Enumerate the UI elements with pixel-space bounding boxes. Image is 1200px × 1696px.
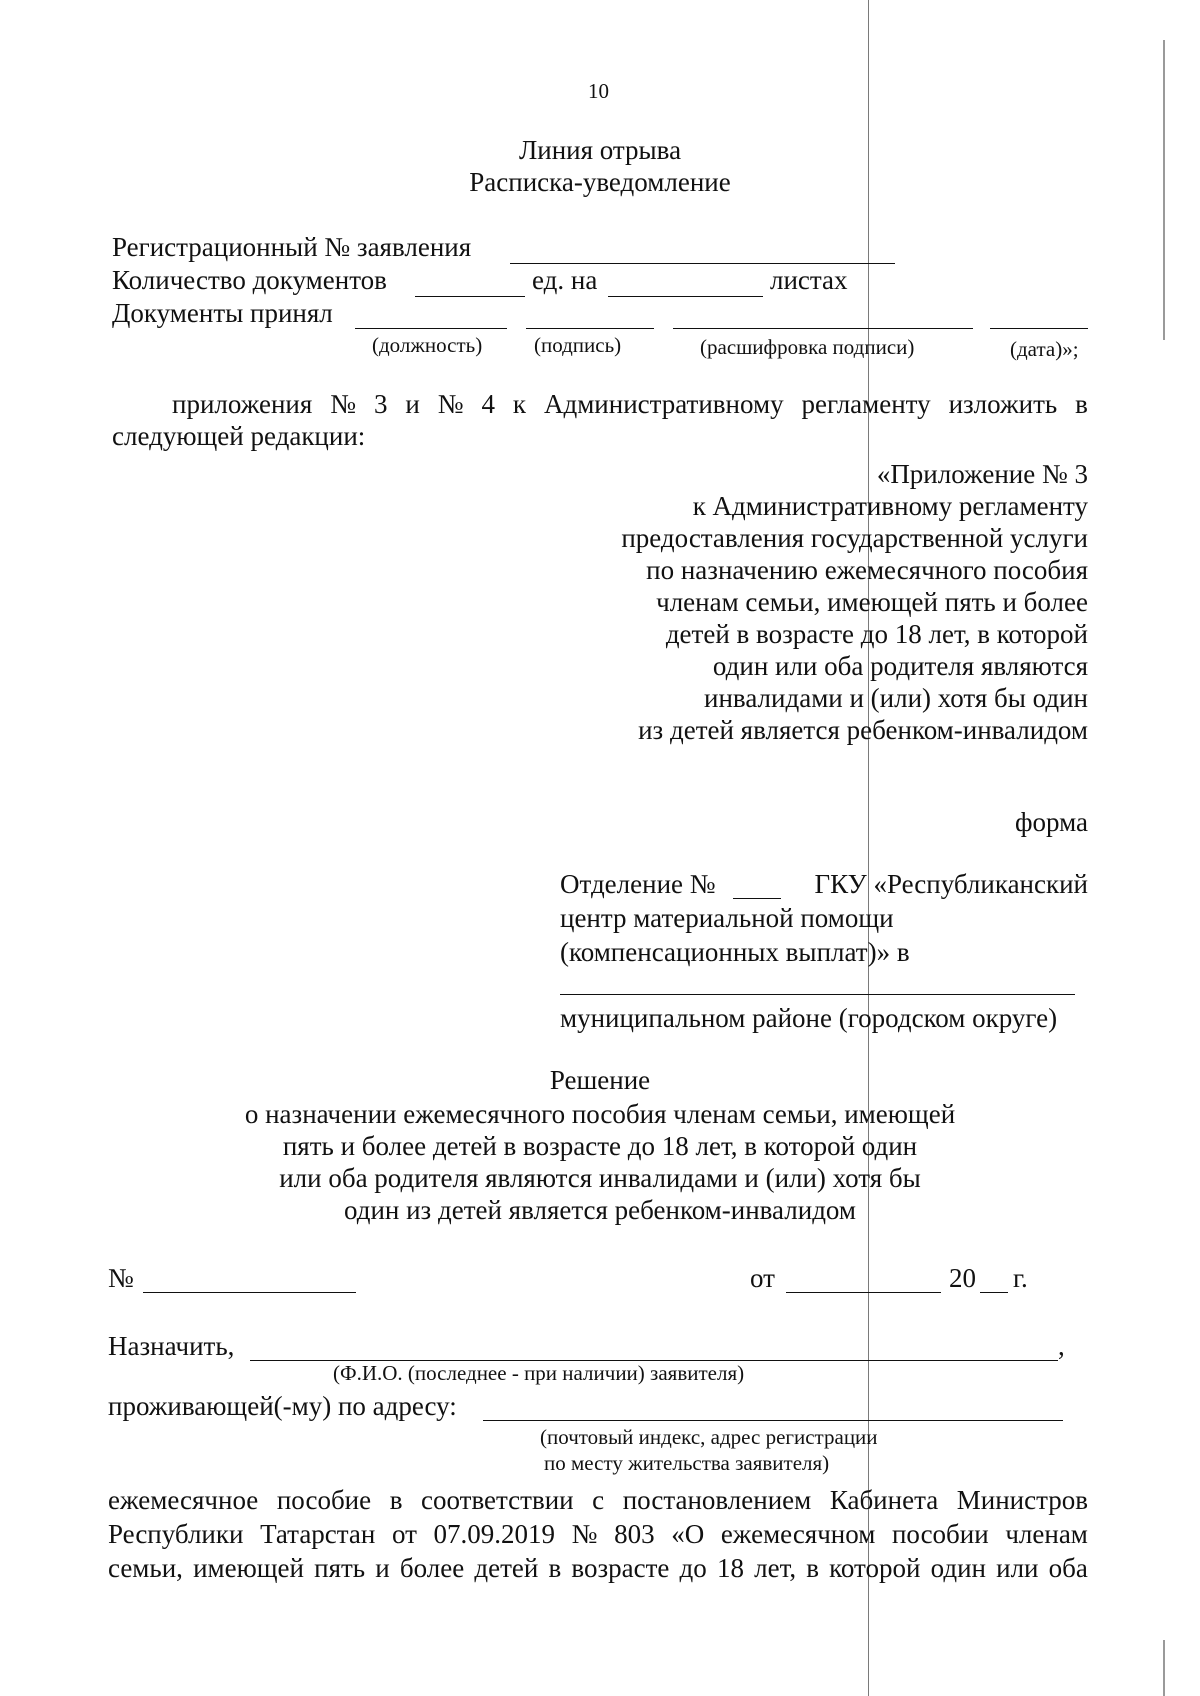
docs-count-field[interactable] (415, 296, 525, 297)
body-word: соответствии (421, 1485, 574, 1515)
intro-line-1 (172, 388, 1088, 420)
body-word: от (391, 1519, 417, 1549)
decision-year-field[interactable] (980, 1292, 1008, 1293)
body-line-3 (108, 1552, 1088, 1584)
decision-subtitle-line: или оба родителя являются инвалидами и (или) хотя бы (279, 1163, 921, 1193)
body-word: Республики (108, 1519, 244, 1549)
body-word: Татарстан (260, 1519, 376, 1549)
decision-g-label: г. (1013, 1263, 1028, 1293)
intro-word: приложения (172, 389, 313, 419)
body-word: ежемесячное (108, 1485, 259, 1515)
intro-word: 4 (481, 389, 495, 419)
intro-word: регламенту (801, 389, 931, 419)
caption-decoding: (расшифровка подписи) (700, 335, 915, 359)
body-word: Министров (956, 1485, 1088, 1515)
intro-word: в (1075, 389, 1088, 419)
body-word: постановлением (622, 1485, 812, 1515)
body-word: ежемесячном (720, 1519, 876, 1549)
form-label: форма (1015, 807, 1088, 837)
receipt-title: Расписка-уведомление (469, 167, 731, 197)
body-word: в (806, 1553, 819, 1583)
caption-signature: (подпись) (534, 333, 622, 357)
body-word: пять (314, 1553, 366, 1583)
appendix-header-line: «Приложение № 3 (876, 459, 1088, 489)
body-line-1 (108, 1484, 1088, 1516)
decision-subtitle-line: пять и более детей в возрасте до 18 лет, в которой один (282, 1131, 918, 1161)
body-word: которой (829, 1553, 921, 1583)
intro-word: № (330, 389, 357, 419)
body-word: № (571, 1519, 598, 1549)
body-word: до (679, 1553, 707, 1583)
body-word: пособие (276, 1485, 372, 1515)
body-word: в (548, 1553, 562, 1583)
appendix-header-line: предоставления государственной услуги (621, 523, 1088, 553)
intro-line-2: следующей редакции: (112, 421, 366, 451)
appendix-header-line: из детей является ребенком-инвалидом (638, 715, 1088, 745)
appendix-header-line: один или оба родителя являются (712, 651, 1088, 681)
sheets-count-field[interactable] (608, 296, 763, 297)
body-word: 18 (716, 1553, 744, 1583)
body-word: с (592, 1485, 605, 1515)
addressee-line-2: центр материальной помощи (560, 903, 894, 933)
caption-date: (дата)»; (1010, 337, 1079, 361)
address-caption-2: по месту жительства заявителя) (544, 1451, 830, 1475)
intro-word: № (437, 389, 464, 419)
decision-year-label: 20 (949, 1263, 976, 1293)
signature-decoding-field[interactable] (673, 328, 973, 329)
intro-word: к (512, 389, 527, 419)
date-field[interactable] (990, 328, 1088, 329)
decision-number-field[interactable] (143, 1292, 356, 1293)
body-word: один (930, 1553, 986, 1583)
addressee-line-4: муниципальном районе (городском округе) (560, 1003, 1058, 1033)
body-line-2 (108, 1518, 1088, 1550)
body-word: возрасте (571, 1553, 670, 1583)
accepted-by-label: Документы принял (112, 298, 333, 328)
decision-date-from-label: от (750, 1263, 775, 1293)
intro-word: изложить (948, 389, 1058, 419)
appendix-header-line: по назначению ежемесячного пособия (646, 555, 1088, 585)
assign-label: Назначить, (108, 1331, 235, 1361)
department-number-field[interactable] (733, 898, 781, 899)
appendix-header-line: к Административному регламенту (692, 491, 1088, 521)
body-word: 07.09.2019 (433, 1519, 556, 1549)
body-word: более (399, 1553, 465, 1583)
district-field[interactable] (560, 994, 1075, 995)
decision-date-field[interactable] (786, 1292, 941, 1293)
body-word: пособии (891, 1519, 989, 1549)
addressee-line-3: (компенсационных выплат)» в (560, 937, 910, 967)
decision-title: Решение (549, 1065, 651, 1095)
signature-field[interactable] (526, 328, 654, 329)
body-word: членам (1005, 1519, 1088, 1549)
body-word: и (375, 1553, 390, 1583)
decision-subtitle-line: один из детей является ребенком-инвалидом (344, 1195, 856, 1225)
reg-number-label: Регистрационный № заявления (112, 232, 472, 262)
intro-word: и (405, 389, 420, 419)
page-number: 10 (588, 79, 609, 103)
docs-units-label: ед. на (532, 265, 598, 295)
body-word: оба (1048, 1553, 1088, 1583)
assign-trailing-comma: , (1058, 1331, 1065, 1361)
caption-position: (должность) (372, 333, 483, 357)
body-word: в (389, 1485, 403, 1515)
body-word: имеющей (193, 1553, 304, 1583)
docs-sheets-label: листах (770, 265, 848, 295)
intro-word: 3 (373, 389, 388, 419)
body-word: 803 (614, 1519, 655, 1549)
scan-edge-line-bottom (1163, 1640, 1165, 1696)
body-word: детей (474, 1553, 539, 1583)
body-word: или (996, 1553, 1039, 1583)
position-field[interactable] (355, 328, 507, 329)
body-word: семьи, (108, 1553, 183, 1583)
applicant-name-caption: (Ф.И.О. (последнее - при наличии) заявителя) (333, 1361, 745, 1385)
decision-number-label: № (108, 1263, 134, 1293)
appendix-header-line: членам семьи, имеющей пять и более (656, 587, 1088, 617)
decision-subtitle-line: о назначении ежемесячного пособия членам семьи, имеющей (244, 1099, 956, 1129)
tear-line-label: Линия отрыва (518, 135, 682, 165)
address-caption-1: (почтовый индекс, адрес регистрации (540, 1425, 878, 1449)
addressee-line-1-end: ГКУ «Республиканский (814, 869, 1088, 899)
docs-count-label: Количество документов (112, 265, 387, 295)
appendix-header-line: инвалидами и (или) хотя бы один (704, 683, 1088, 713)
body-word: «О (671, 1519, 705, 1549)
address-label: проживающей(-му) по адресу: (108, 1391, 457, 1421)
addressee-line-1-start: Отделение № (560, 869, 716, 899)
intro-word: Административному (543, 389, 784, 419)
body-word: Кабинета (829, 1485, 939, 1515)
appendix-header-line: детей в возрасте до 18 лет, в которой (665, 619, 1088, 649)
address-field[interactable] (483, 1420, 1063, 1421)
body-word: лет, (754, 1553, 797, 1583)
